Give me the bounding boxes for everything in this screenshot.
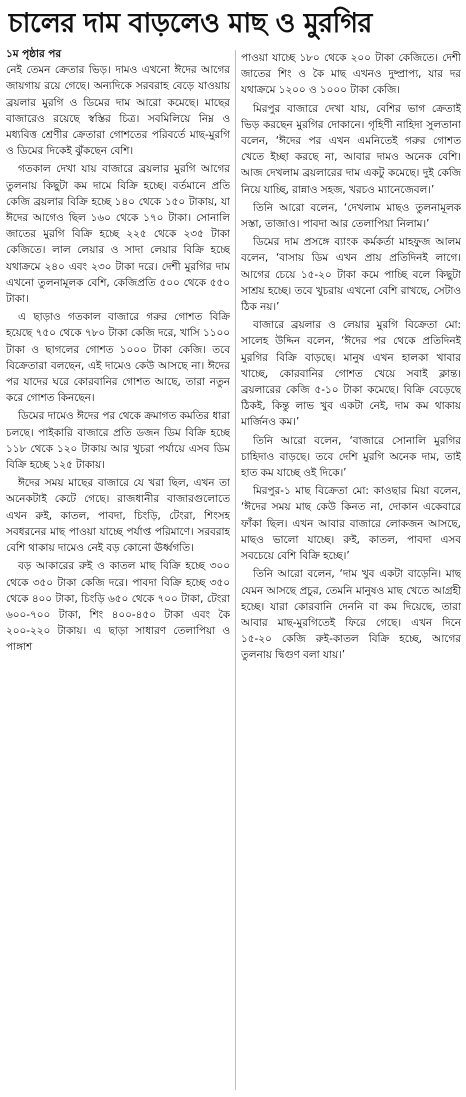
right-column xyxy=(241,50,461,1096)
paragraph: এ ছাড়াও গতকাল বাজারে গরুর গোশত বিক্রি হয়েছে ৭৫০ থেকে ৭৮০ টাকা কেজি দরে, খাসি ১১০০ টাকা ও ছাগলের গোশত ১০০০ টাকা কেজি। তবে বিক্রেতারা বলছেন, এই দামেও কেউ আসছে না। ঈদের পর যাদের ঘরে কোরবানির গোশত আছে, তারা নতুন করে গোশত কিনছেন। xyxy=(6,311,230,405)
paragraph: তিনি আরো বলেন, ‘দাম খুব একটা বাড়েনি। মাছ যেমন আসছে প্রচুর, তেমনি মানুষও মাছ খেতে আগ্রহী হচ্ছে। যারা কোরবানি দেননি বা কম দিয়েছে, তারা আবার মাছ-মুরগিতেই ফিরে গেছে। এখন দিনে ১৫-২০ কেজি রুই-কাতল বিক্রি হচ্ছে, আগের তুলনায় দ্বিগুণ বলা যায়।’ xyxy=(241,568,461,662)
paragraph: মিরপুর বাজারে দেখা যায়, বেশির ভাগ ক্রেতাই ভিড় করছেন মুরগির দোকানে। গৃহিণী নাহিদা সুলতানা বলেন, ‘ঈদের পর এখন এমনিতেই গরুর গোশত খেতে ইচ্ছা করছে না, আবার দামও অনেক বেশি। আজ দেখলাম ব্রয়লারের দাম একটু কমেছে। দুই কেজি নিয়ে যাচ্ছি, রান্নাও সহজ, খরচও ম্যানেজেবল।’ xyxy=(241,102,461,196)
article-headline: চালের দাম বাড়লেও মাছ ও মুরগির xyxy=(8,8,372,39)
paragraph: ডিমের দামেও ঈদের পর থেকে ক্রমাগত কমতির ধারা চলছে। পাইকারি বাজারে প্রতি ডজন ডিম বিক্রি হচ্ছে ১১৮ থেকে ১২০ টাকায় আর খুচরা পর্যায়ে এসব ডিম বিক্রি হচ্ছে ১২৫ টাকায়। xyxy=(6,410,230,472)
paragraph: ডিমের দাম প্রসঙ্গে ব্যাংক কর্মকর্তা মাহফুজ আলম বলেন, ‘বাসায় ডিম এখন প্রায় প্রতিদিনই লাগে। আগের চেয়ে ১৫-২০ টাকা কমে পাচ্ছি বলে কিছুটা সাশ্রয় হচ্ছে। তবে খুচরায় এখনো বেশি রাখছে, সেটাও ঠিক নয়।’ xyxy=(241,236,461,314)
column-divider xyxy=(235,50,236,1090)
paragraph: নেই তেমন ক্রেতার ভিড়। দামও এখনো ঈদের আগের জায়গায় রয়ে গেছে। অন্যদিকে সরবরাহ বেড়ে যাওয়ায় ব্রয়লার মুরগি ও ডিমের দাম আরো কমেছে। মাছের বাজারেও রয়েছে স্বস্তির চিত্র। সবমিলিয়ে নিম্ন ও মধ্যবিত্ত শ্রেণীর ক্রেতারা গোশতের পরিবর্তে মাছ-মুরগি ও ডিমের দিকেই ঝুঁকছেন বেশি। xyxy=(6,64,230,158)
paragraph: গতকাল দেখা যায় বাজারে ব্রয়লার মুরগি আগের তুলনায় কিছুটা কম দামে বিক্রি হচ্ছে। বর্তমানে প্রতি কেজি ব্রয়লার বিক্রি হচ্ছে ১৪০ থেকে ১৫০ টাকায়, যা ঈদের আগেও ছিল ১৬০ থেকে ১৭০ টাকা। সোনালি জাতের মুরগি বিক্রি হচ্ছে ২২৫ থেকে ২৩৫ টাকা কেজিতে। লাল লেয়ার ও সাদা লেয়ার বিক্রি হচ্ছে যথাক্রমে ২৪০ এবং ২৩০ টাকা দরে। দেশী মুরগির দাম এখনো তুলনামূলক বেশি, কেজিপ্রতি ৫০০ থেকে ৫৫০ টাকা। xyxy=(6,163,230,306)
left-column xyxy=(6,46,230,1092)
paragraph: তিনি আরো বলেন, ‘বাজারে সোনালি মুরগির চাহিদাও বাড়ছে। তবে দেশি মুরগি অনেক দাম, তাই হাত কম যাচ্ছে ওই দিকে।’ xyxy=(241,434,461,480)
continued-from-label: ১ম পৃষ্ঠার পর xyxy=(6,48,62,60)
paragraph: ঈদের সময় মাছের বাজারে যে খরা ছিল, এখন তা অনেকটাই কেটে গেছে। রাজধানীর বাজারগুলোতে এখন রুই, কাতল, পাবদা, চিংড়ি, টেংরা, শিংসহ সবধরনের মাছ পাওয়া যাচ্ছে পর্যাপ্ত পরিমাণে। সরবরাহ বেশি থাকায় দামেও নেই বড় কোনো ঊর্ধ্বগতি। xyxy=(6,477,230,555)
paragraph: তিনি আরো বলেন, ‘দেখলাম মাছও তুলনামূলক সস্তা, তাজাও। পাবদা আর তেলাপিয়া নিলাম।’ xyxy=(241,201,461,231)
paragraph: মিরপুর-১ মাছ বিক্রেতা মো: কাওছার মিয়া বলেন, ‘ঈদের সময় মাছ কেউ কিনত না, দোকান একেবারে ফাঁকা ছিল। এখন আবার বাজারে লোকজন আসছে, মাছও ভালো যাচ্ছে। রুই, কাতল, পাবদা এসব সবচেয়ে বেশি বিক্রি হচ্ছে।’ xyxy=(241,485,461,563)
paragraph: পাওয়া যাচ্ছে ১৮০ থেকে ২০০ টাকা কেজিতে। দেশী জাতের শিং ও কৈ মাছ এখনও দুষ্প্রাপ্য, যার দর যথাক্রমে ১২০০ ও ১০০০ টাকা কেজি। xyxy=(241,52,461,97)
paragraph: বড় আকারের রুই ও কাতল মাছ বিক্রি হচ্ছে ৩০০ থেকে ৩৫০ টাকা কেজি দরে। পাবদা বিক্রি হচ্ছে ৩৫০ থেকে ৪০০ টাকা, চিংড়ি ৬৫০ থেকে ৭০০ টাকা, টেংরা ৬০০-৭০০ টাকা, শিং ৪০০-৪৫০ টাকা এবং কৈ ২০০-২২০ টাকায়। এ ছাড়া সাধারণ তেলাপিয়া ও পাঙ্গাশ xyxy=(6,560,230,654)
paragraph: বাজারে ব্রয়লার ও লেয়ার মুরগি বিক্রেতা মো: সালেহ উদ্দিন বলেন, ‘ঈদের পর থেকে প্রতিদিনই মুরগির বিক্রি বাড়ছে। মানুষ এখন হালকা খাবার খাচ্ছে, কোরবানির গোশত খেয়ে সবাই ক্লান্ত। ব্রয়লারের কেজি ৫-১০ টাকা কমেছে। বিক্রি বেড়েছে ঠিকই, কিন্তু লাভ খুব একটা নেই, দাম কম থাকায় মার্জিনও কম।’ xyxy=(241,319,461,429)
